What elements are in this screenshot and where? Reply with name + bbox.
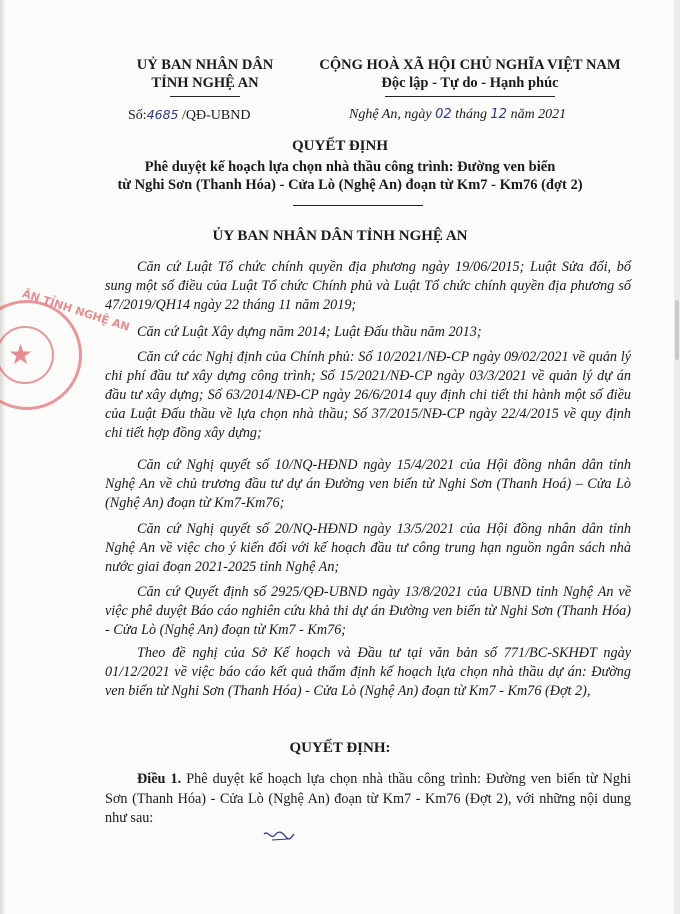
nation-header — [305, 56, 635, 97]
preamble-paragraph: Căn cứ Nghị quyết số 10/NQ-HĐND ngày 15/4/2021 của Hội đồng nhân dân tỉnh Nghệ An về chủ trương đầu tư dự án Đường ven biển từ Nghi Sơn (Thanh Hoá) – Cửa Lò (Nghệ An) đoạn từ Km7-Km76; — [105, 457, 631, 511]
decision-title: QUYẾT ĐỊNH — [292, 138, 388, 154]
document-number: Số:4685 /QĐ-UBND — [128, 107, 251, 123]
agency-line-1: UỶ BAN NHÂN DÂN — [136, 57, 274, 73]
preamble-paragraph: Căn cứ Luật Tổ chức chính quyền địa phương ngày 19/06/2015; Luật Sửa đổi, bổ sung một số điều của Luật Tổ chức Chính phủ và Luật Tổ chức chính quyền địa phương số 47/2019/QH14 ngày 22 tháng 11 năm 2019; — [105, 259, 631, 313]
agency-header — [110, 56, 300, 97]
scrollbar-thumb[interactable] — [675, 300, 679, 360]
agency-underline — [170, 96, 240, 97]
date-day: 02 — [435, 107, 452, 122]
issuer-heading: ỦY BAN NHÂN DÂN TỈNH NGHỆ AN — [212, 228, 468, 244]
title-underline — [293, 205, 423, 206]
red-seal-star-icon: ★ — [8, 338, 34, 371]
preamble-paragraph: Căn cứ các Nghị định của Chính phủ: Số 10/2021/NĐ-CP ngày 09/02/2021 về quản lý chi phí đầu tư xây dựng công trình; Số 15/2021/NĐ-CP ngày 03/3/2021 về quản lý dự án đầu tư xây dựng; Số 63/2014/NĐ-CP ngày 26/6/2014 quy định chi tiết thi hành một số điều của Luật Đấu thầu về lựa chọn nhà thầu; Số 37/2015/NĐ-CP ngày 22/4/2015 về quy định chi tiết hợp đồng xây dựng; — [105, 349, 631, 441]
preamble-paragraph: Căn cứ Quyết định số 2925/QĐ-UBND ngày 13/8/2021 của UBND tỉnh Nghệ An về việc phê duyệt Báo cáo nghiên cứu khả thi dự án Đường ven biển từ Nghi Sơn (Thanh Hóa) - Cửa Lò (Nghệ An) đoạn từ Km7 - Km76; — [105, 584, 631, 638]
article-1-text: Phê duyệt kế hoạch lựa chọn nhà thầu công trình: Đường ven biển từ Nghi Sơn (Thanh Hóa) - Cửa Lò (Nghệ An) đoạn từ Km7 - Km76 (Đợt 2), với những nội dung như sau: — [105, 771, 632, 826]
initial-mark-icon — [262, 828, 296, 844]
preamble-paragraph: Căn cứ Nghị quyết số 20/NQ-HĐND ngày 13/5/2021 của Hội đồng nhân dân tỉnh Nghệ An về việc cho ý kiến đối với kế hoạch đầu tư công trung hạn nguồn ngân sách nhà nước giai đoạn 2021-2025 tỉnh Nghệ An; — [105, 521, 631, 575]
preamble-paragraph: Căn cứ Luật Xây dựng năm 2014; Luật Đấu thầu năm 2013; — [137, 324, 482, 340]
article-1 — [105, 770, 631, 829]
decision-subject: Phê duyệt kế hoạch lựa chọn nhà thầu công trình: Đường ven biển từ Nghi Sơn (Thanh Hóa) - Cửa Lò (Nghệ An) đoạn từ Km7 - Km76 (đợt 2) — [117, 159, 583, 193]
date-month: 12 — [490, 107, 508, 122]
red-seal-text: ÂN TỈNH NGHỆ AN — [20, 287, 132, 334]
nation-underline — [385, 96, 555, 97]
document-number-value: 4685 — [146, 107, 179, 122]
article-1-label: Điều 1. — [137, 771, 182, 787]
nation-motto: Độc lập - Tự do - Hạnh phúc — [381, 75, 559, 91]
nation-line-1: CỘNG HOÀ XÃ HỘI CHỦ NGHĨA VIỆT NAM — [319, 57, 621, 73]
agency-line-2: TỈNH NGHỆ AN — [151, 75, 259, 91]
document-date: Nghệ An, ngày 02 tháng 12 năm 2021 — [349, 107, 567, 122]
preamble-paragraph: Theo đề nghị của Sở Kế hoạch và Đầu tư tại văn bản số 771/BC-SKHĐT ngày 01/12/2021 về việc báo cáo kết quả thẩm định kế hoạch lựa chọn nhà thầu dự án: Đường ven biển từ Nghi Sơn (Thanh Hóa) - Cửa Lò (Nghệ An) đoạn từ Km7 - Km76 (Đợt 2), — [105, 645, 631, 699]
decision-heading: QUYẾT ĐỊNH: — [289, 740, 391, 756]
